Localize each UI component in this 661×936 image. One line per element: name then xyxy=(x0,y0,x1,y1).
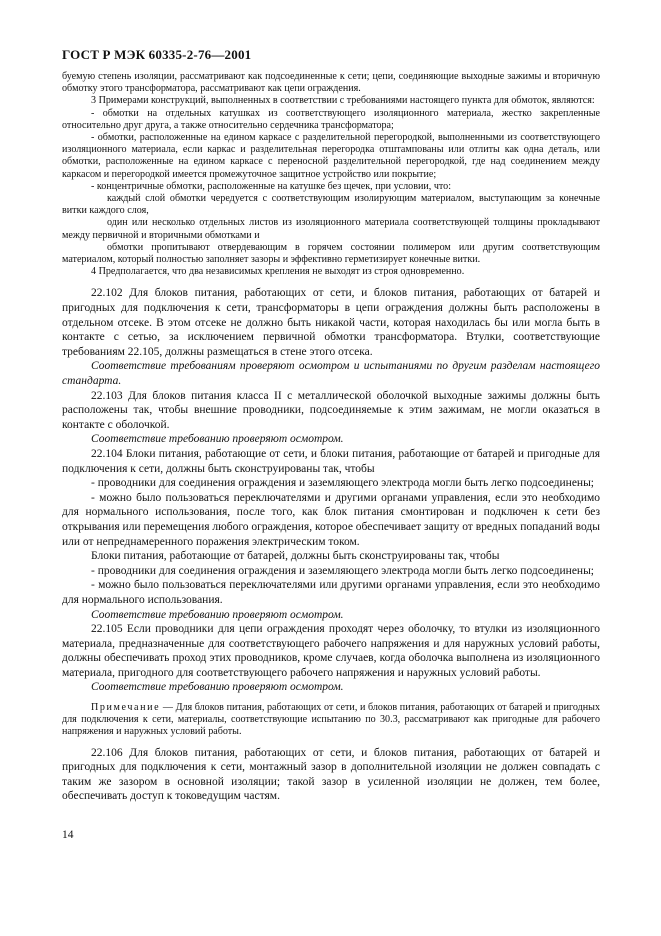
list-subitem: каждый слой обмотки чередуется с соответствующим изолирующим материалом, выступающим за конечные витки каждого слоя, xyxy=(62,193,600,217)
list-subitem: обмотки пропитывают отвердевающим в горячем состоянии полимером или другим соответствующим материалом, который полностью заполняет зазоры и эффективно герметизирует конечные витки. xyxy=(62,241,600,266)
list-item: - обмотки на отдельных катушках из соответствующего изоляционного материала, жестко закрепленные относительно друг друга, а также относительно сердечника трансформатора; xyxy=(62,107,600,131)
note-label: Примечание xyxy=(91,702,161,714)
compliance-check: Соответствие требованию проверяют осмотром. xyxy=(91,681,344,694)
list-item: - проводники для соединения ограждения и заземляющего электрода могли быть легко подсоединены; xyxy=(91,564,594,577)
clause-22-106: 22.106 Для блоков питания, работающих от сети, и блоков питания, работающих от батарей и пригодных для подключения к сети, монтажный зазор в дополнительной изоляции не должен совпадать с таким же зазором в основной изоляции; такой зазор в усиленной изоляции не должен, тем более, обеспечивать доступ к токоведущим частям. xyxy=(62,746,600,803)
text-paragraph: буемую степень изоляции, рассматривают как подсоединенные к сети; цепи, соединяющие выходные зажимы и вторичную обмотку этого трансформатора, рассматривают как цепи ограждения. xyxy=(62,71,600,95)
clause-22-105: 22.105 Если проводники для цепи ограждения проходят через оболочку, то втулки из изоляционного материала, предназначенные для соответствующего рабочего напряжения и для наружных условий работы, должны обеспечивать проход этих проводников, кроме случаев, когда оболочка выполнена из изоляционного материала, пригодного для соответствующего рабочего напряжения и наружных условий работы. xyxy=(62,623,600,679)
document-header: ГОСТ Р МЭК 60335-2-76—2001 xyxy=(62,47,252,62)
clause-22-103: 22.103 Для блоков питания класса II с металлической оболочкой выходные зажимы должны быть расположены так, чтобы внешние проводники, подсоединяемые к этим зажимам, не могли оказаться в контакте с оболочкой. xyxy=(62,389,600,431)
compliance-check: Соответствие требованию проверяют осмотром. xyxy=(91,433,344,446)
clause-22-102: 22.102 Для блоков питания, работающих от сети, и блоков питания, работающих от батарей и пригодных для подключения к сети, трансформаторы в цепи ограждения должны быть расположены в отдельном отсеке. В этом отсеке не должно быть никакой части, которая находилась бы или могла быть в контакте с сетью, за исключением первичной обмотки трансформатора. Втулки, соответствующие требованиям 22.105, должны размещаться в стене этого отсека. xyxy=(62,287,600,358)
list-item: - можно было пользоваться переключателями и другими органами управления, если это необходимо для нормального использования, после того, как блок питания смонтирован и подключен к сети без открывания или перемещения любого ограждения, которое обеспечивает защиту от вредных попаданий воды или от непреднамеренного поражения электрическим током. xyxy=(62,491,600,548)
list-item: - концентричные обмотки, расположенные на катушке без щечек, при условии, что: xyxy=(91,180,452,192)
note-block xyxy=(62,702,600,739)
page-content xyxy=(62,71,600,804)
clause-22-104: 22.104 Блоки питания, работающие от сети, и блоки питания, работающие от батарей и пригодные для подключения к сети, должны быть сконструированы так, чтобы xyxy=(62,447,600,475)
text-paragraph: Блоки питания, работающие от батарей, должны быть сконструированы так, чтобы xyxy=(91,550,500,563)
compliance-check: Соответствие требованиям проверяют осмотром и испытаниями по другим разделам настоящего стандарта. xyxy=(62,360,600,388)
page-number: 14 xyxy=(62,829,74,841)
note-paragraph: 3 Примерами конструкций, выполненных в соответствии с требованиями настоящего пункта для обмоток, являются: xyxy=(91,95,595,107)
note-text: — Для блоков питания, работающих от сети, и блоков питания, работающих от батарей и пригодных для подключения к сети, материалы, соответствующие испытанию по 30.3, рассматривают как пригодные для рабочего напряжения и наружных условий работы. xyxy=(62,702,600,738)
note-paragraph: 4 Предполагается, что два независимых крепления не выходят из строя одновременно. xyxy=(91,266,465,278)
list-item: - можно было пользоваться переключателями или другими органами управления, если это необходимо для нормального использования. xyxy=(62,579,600,606)
list-subitem: один или несколько отдельных листов из изоляционного материала соответствующей толщины прокладывают между первичной и вторичными обмотками и xyxy=(62,217,600,241)
compliance-check: Соответствие требованию проверяют осмотром. xyxy=(91,608,344,621)
list-item: - проводники для соединения ограждения и заземляющего электрода могли быть легко подсоединены; xyxy=(91,477,594,490)
list-item: - обмотки, расположенные на едином каркасе с разделительной перегородкой, выполненными из соответствующего изоляционного материала, если каркас и разделительная перегородка отштампованы или отлиты как одна деталь, или обмотки, расположенные на едином каркасе с переносной разделительной перегородкой, где над соединением между каркасом и перегородкой имеется промежуточное защитное устройство или покрытие; xyxy=(62,132,600,180)
